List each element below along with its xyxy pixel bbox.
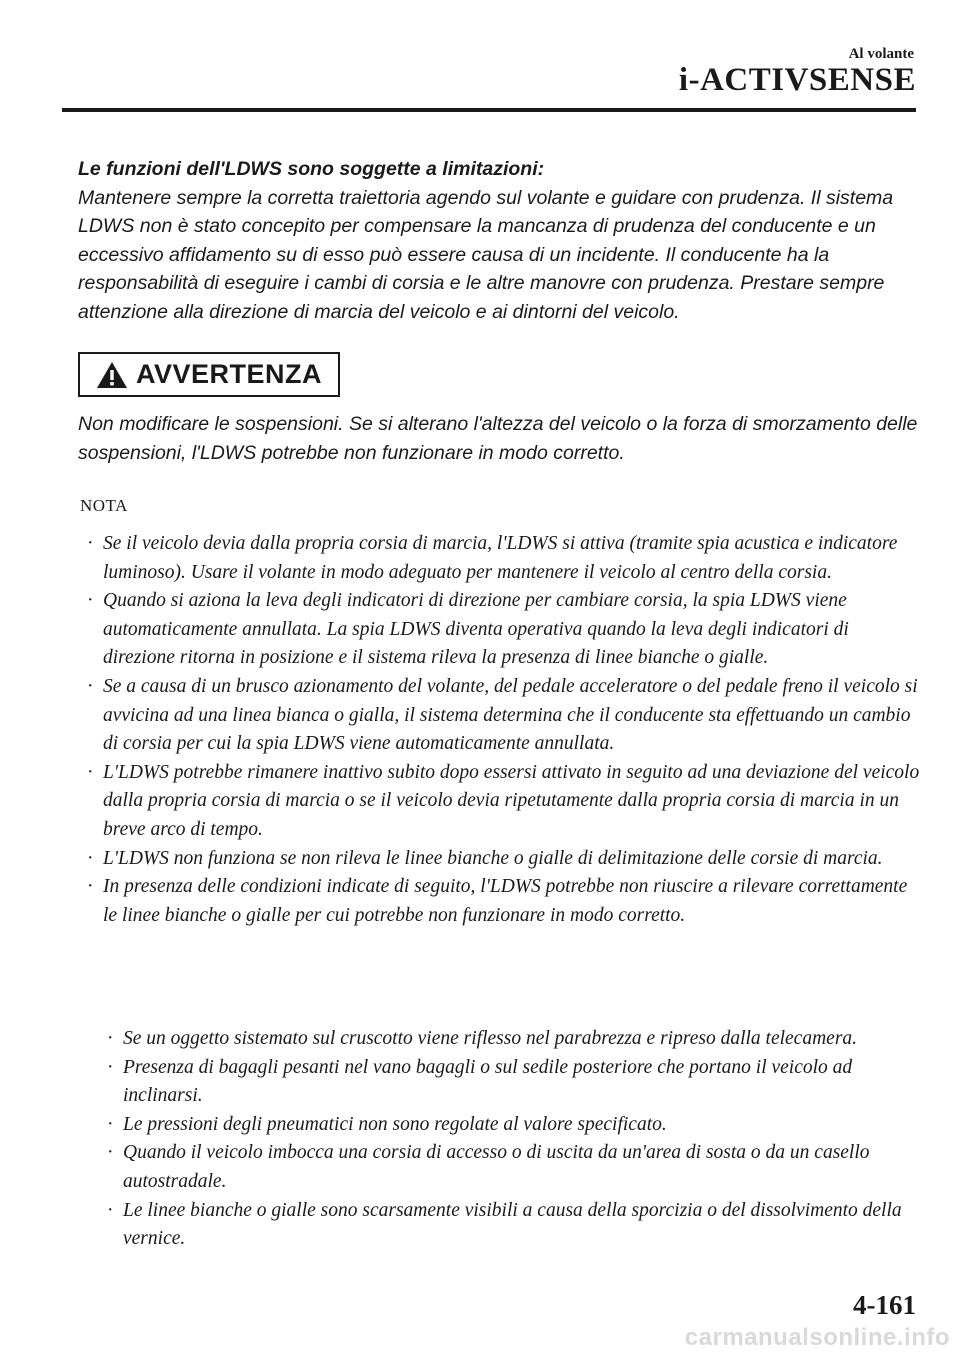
page-number: 4-161 — [853, 1290, 916, 1320]
note-list — [80, 530, 920, 930]
watermark: carmanualsonline.info — [684, 1324, 950, 1351]
warning-triangle-icon — [96, 361, 128, 389]
intro-block — [78, 155, 928, 326]
warning-text: Non modificare le sospensioni. Se si alterano l'altezza del veicolo o la forza di smorzamento delle sospensioni, l'LDWS potrebbe non funzionare in modo corretto. — [78, 413, 918, 464]
note-sub-item: · Se un oggetto sistemato sul cruscotto viene riflesso nel parabrezza e ripreso dalla telecamera. — [100, 1025, 920, 1054]
note-item: · L'LDWS non funziona se non rileva le linee bianche o gialle di delimitazione delle corsie di marcia. — [80, 845, 920, 874]
intro-body: Mantenere sempre la corretta traiettoria agendo sul volante e guidare con prudenza. Il sistema LDWS non è stato concepito per compensare la mancanza di prudenza del conducente e un eccessivo affidamento su di esso può essere causa di un incidente. Il conducente ha la responsabilità di eseguire i cambi di corsia e le altre manovre con prudenza. Prestare sempre attenzione alla direzione di marcia del veicolo e ai dintorni del veicolo. — [78, 186, 894, 323]
note-item: · In presenza delle condizioni indicate di seguito, l'LDWS potrebbe non riuscire a rilevare correttamente le linee bianche o gialle per cui potrebbe non funzionare in modo corretto. — [80, 873, 920, 930]
note-sub-item: · Quando il veicolo imbocca una corsia di accesso o di uscita da un'area di sosta o da un casello autostradale. — [100, 1139, 920, 1196]
note-sub-list — [100, 1025, 920, 1254]
note-item: · L'LDWS potrebbe rimanere inattivo subito dopo essersi attivato in seguito ad una deviazione del veicolo dalla propria corsia di marcia o se il veicolo devia ripetutamente dalla propria corsia di marcia in un breve arco di tempo. — [80, 759, 920, 845]
note-item: · Se a causa di un brusco azionamento del volante, del pedale acceleratore o del pedale freno il veicolo si avvicina ad una linea bianca o gialla, il sistema determina che il conducente sta effettuando un cambio di corsia per cui la spia LDWS viene automaticamente annullata. — [80, 673, 920, 759]
chapter-title: i-ACTIVSENSE — [678, 62, 916, 98]
note-sub-item: · Presenza di bagagli pesanti nel vano bagagli o sul sedile posteriore che portano il veicolo ad inclinarsi. — [100, 1054, 920, 1111]
note-title: NOTA — [80, 496, 128, 515]
note-sub-item: · Le linee bianche o gialle sono scarsamente visibili a causa della sporcizia o del dissolvimento della vernice. — [100, 1197, 920, 1254]
note-item: · Se il veicolo devia dalla propria corsia di marcia, l'LDWS si attiva (tramite spia acustica e indicatore luminoso). Usare il volante in modo adeguato per mantenere il veicolo al centro della corsia. — [80, 530, 920, 587]
intro-title: Le funzioni dell'LDWS sono soggette a limitazioni: — [78, 158, 545, 180]
warning-label: AVVERTENZA — [135, 359, 322, 389]
section-name: Al volante — [848, 46, 914, 62]
note-item: · Quando si aziona la leva degli indicatori di direzione per cambiare corsia, la spia LDWS viene automaticamente annullata. La spia LDWS diventa operativa quando la leva degli indicatori di direzione ritorna in posizione e il sistema rileva la presenza di linee bianche o gialle. — [80, 587, 920, 673]
header-divider — [62, 108, 916, 112]
note-sub-item: · Le pressioni degli pneumatici non sono regolate al valore specificato. — [100, 1111, 920, 1140]
warning-header — [78, 352, 340, 397]
